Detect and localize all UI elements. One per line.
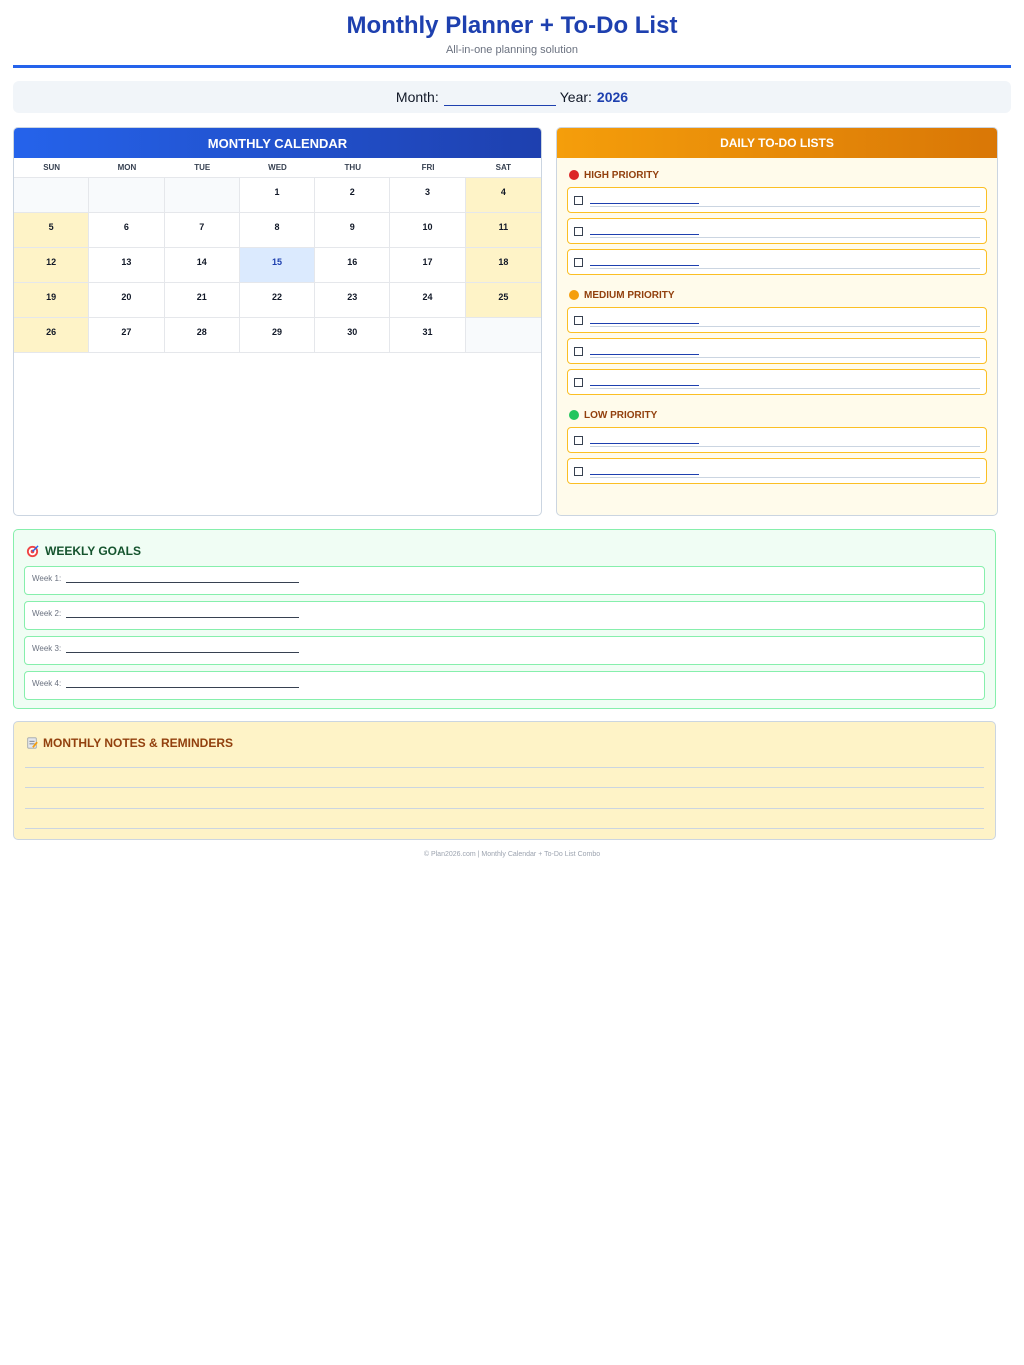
note-line[interactable]: [25, 808, 984, 809]
todo-task-row[interactable]: [567, 427, 987, 453]
goal-write-line[interactable]: [66, 582, 299, 583]
calendar-day-cell[interactable]: 4: [466, 178, 541, 213]
target-icon: [26, 545, 39, 558]
weekly-goal-row[interactable]: [24, 566, 985, 595]
weekly-goals-title: WEEKLY GOALS: [45, 544, 142, 558]
task-write-line[interactable]: [590, 323, 699, 324]
calendar-day-cell[interactable]: 14: [165, 248, 240, 283]
task-guide-line: [590, 388, 980, 389]
weekday-label: SAT: [495, 163, 512, 172]
calendar-day-cell[interactable]: 29: [240, 318, 315, 353]
weekly-goals-heading: [26, 543, 995, 559]
calendar-day-cell[interactable]: 5: [14, 213, 89, 248]
page-title: Monthly Planner + To-Do List: [346, 12, 678, 39]
weekly-goal-row[interactable]: [24, 601, 985, 630]
month-label: Month:: [395, 89, 439, 105]
task-guide-line: [590, 206, 980, 207]
task-guide-line: [590, 268, 980, 269]
todo-task-row[interactable]: [567, 369, 987, 395]
priority-dot-icon: [569, 290, 579, 300]
year-label: Year:: [559, 89, 592, 105]
daily-todo-lists: [556, 127, 998, 516]
calendar-grid: [14, 178, 541, 353]
task-guide-line: [590, 326, 980, 327]
priority-dot-icon: [569, 410, 579, 420]
calendar-week-row: [14, 178, 541, 213]
todo-task-row[interactable]: [567, 458, 987, 484]
todo-task-row[interactable]: [567, 218, 987, 244]
page-subtitle: All-in-one planning solution: [445, 44, 579, 56]
task-checkbox[interactable]: [574, 378, 583, 387]
calendar-day-cell[interactable]: 25: [466, 283, 541, 318]
calendar-week-row: [14, 283, 541, 318]
task-guide-line: [590, 477, 980, 478]
calendar-day-cell[interactable]: 31: [390, 318, 465, 353]
calendar-day-cell[interactable]: 20: [89, 283, 164, 318]
priority-label: LOW PRIORITY: [584, 409, 658, 421]
weekly-goals-section: [13, 529, 996, 709]
calendar-day-cell[interactable]: 27: [89, 318, 164, 353]
weekday-label: FRI: [421, 163, 435, 172]
task-write-line[interactable]: [590, 265, 699, 266]
calendar-week-row: [14, 213, 541, 248]
task-checkbox[interactable]: [574, 436, 583, 445]
calendar-day-cell[interactable]: 15: [240, 248, 315, 283]
task-checkbox[interactable]: [574, 467, 583, 476]
calendar-day-cell[interactable]: 2: [315, 178, 390, 213]
calendar-title: MONTHLY CALENDAR: [14, 128, 541, 158]
goal-write-line[interactable]: [66, 687, 299, 688]
task-write-line[interactable]: [590, 443, 699, 444]
calendar-day-cell[interactable]: 18: [466, 248, 541, 283]
calendar-day-cell[interactable]: 19: [14, 283, 89, 318]
month-year-bar: [13, 81, 1011, 113]
task-write-line[interactable]: [590, 354, 699, 355]
notes-title: MONTHLY NOTES & REMINDERS: [43, 736, 234, 750]
weekday-label: THU: [344, 163, 361, 172]
monthly-calendar: [13, 127, 542, 516]
todo-title: DAILY TO-DO LISTS: [557, 128, 997, 158]
calendar-day-cell[interactable]: 26: [14, 318, 89, 353]
task-guide-line: [590, 446, 980, 447]
task-write-line[interactable]: [590, 203, 699, 204]
weekly-goal-row[interactable]: [24, 671, 985, 700]
calendar-day-cell[interactable]: 23: [315, 283, 390, 318]
month-input-line[interactable]: [444, 89, 556, 106]
priority-label: MEDIUM PRIORITY: [584, 289, 675, 301]
task-checkbox[interactable]: [574, 258, 583, 267]
todo-task-row[interactable]: [567, 187, 987, 213]
todo-task-row[interactable]: [567, 249, 987, 275]
todo-task-row[interactable]: [567, 307, 987, 333]
week-label: Week 2:: [32, 609, 62, 618]
weekday-label: TUE: [194, 163, 211, 172]
task-checkbox[interactable]: [574, 316, 583, 325]
header-divider: [13, 65, 1011, 68]
page-header: [0, 0, 1024, 57]
todo-groups: [557, 168, 997, 484]
weekday-header-row: [14, 158, 541, 178]
calendar-day-cell[interactable]: 9: [315, 213, 390, 248]
todo-task-row[interactable]: [567, 338, 987, 364]
week-label: Week 4:: [32, 679, 62, 688]
calendar-empty-cell: [165, 178, 240, 213]
calendar-day-cell[interactable]: 28: [165, 318, 240, 353]
calendar-day-cell[interactable]: 16: [315, 248, 390, 283]
calendar-day-cell[interactable]: 8: [240, 213, 315, 248]
calendar-day-cell[interactable]: 11: [466, 213, 541, 248]
priority-label: HIGH PRIORITY: [584, 169, 660, 181]
task-checkbox[interactable]: [574, 347, 583, 356]
weekly-goal-row[interactable]: [24, 636, 985, 665]
notes-heading: [26, 735, 995, 751]
page-footer: © Plan2026.com | Monthly Calendar + To-Do List Combo: [423, 851, 601, 858]
notepad-icon: [26, 737, 38, 749]
note-line[interactable]: [25, 828, 984, 829]
calendar-day-cell[interactable]: 3: [390, 178, 465, 213]
week-label: Week 3:: [32, 644, 62, 653]
calendar-day-cell[interactable]: 1: [240, 178, 315, 213]
calendar-day-cell[interactable]: 6: [89, 213, 164, 248]
calendar-day-cell[interactable]: 21: [165, 283, 240, 318]
task-write-line[interactable]: [590, 385, 699, 386]
task-guide-line: [590, 357, 980, 358]
week-label: Week 1:: [32, 574, 62, 583]
weekday-label: WED: [268, 163, 287, 172]
task-checkbox[interactable]: [574, 227, 583, 236]
goal-write-line[interactable]: [66, 617, 299, 618]
task-guide-line: [590, 237, 980, 238]
calendar-day-cell[interactable]: 12: [14, 248, 89, 283]
priority-heading: [569, 408, 997, 422]
note-line[interactable]: [25, 787, 984, 788]
calendar-day-cell[interactable]: 13: [89, 248, 164, 283]
calendar-day-cell[interactable]: 22: [240, 283, 315, 318]
calendar-week-row: [14, 318, 541, 353]
task-write-line[interactable]: [590, 234, 699, 235]
weekday-label: SUN: [43, 163, 61, 172]
year-value: 2026: [596, 89, 629, 105]
goal-rows: [14, 566, 995, 700]
monthly-notes-section: [13, 721, 996, 840]
calendar-empty-cell: [89, 178, 164, 213]
priority-heading: [569, 168, 997, 182]
calendar-week-row: [14, 248, 541, 283]
priority-dot-icon: [569, 170, 579, 180]
calendar-day-cell[interactable]: 17: [390, 248, 465, 283]
calendar-day-cell[interactable]: 10: [390, 213, 465, 248]
calendar-day-cell[interactable]: 7: [165, 213, 240, 248]
task-write-line[interactable]: [590, 474, 699, 475]
calendar-empty-cell: [14, 178, 89, 213]
calendar-day-cell[interactable]: 30: [315, 318, 390, 353]
weekday-label: MON: [117, 163, 137, 172]
goal-write-line[interactable]: [66, 652, 299, 653]
calendar-empty-cell: [466, 318, 541, 353]
task-checkbox[interactable]: [574, 196, 583, 205]
priority-heading: [569, 288, 997, 302]
calendar-day-cell[interactable]: 24: [390, 283, 465, 318]
note-line[interactable]: [25, 767, 984, 768]
